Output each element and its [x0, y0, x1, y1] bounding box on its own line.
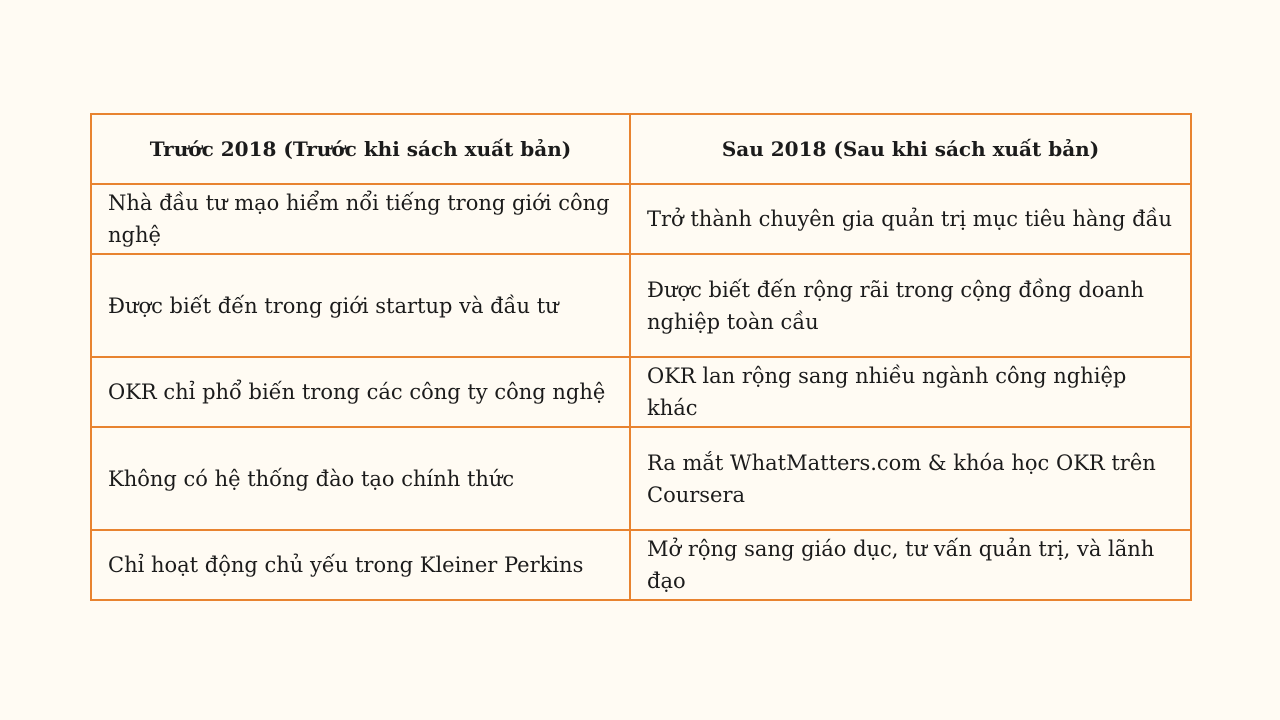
- column-header-after-2018: Sau 2018 (Sau khi sách xuất bản): [630, 114, 1191, 184]
- table-row: [91, 254, 1191, 357]
- cell-after: Mở rộng sang giáo dục, tư vấn quản trị, và lãnh đạo: [630, 530, 1191, 600]
- column-header-before-2018: Trước 2018 (Trước khi sách xuất bản): [91, 114, 630, 184]
- cell-before: Chỉ hoạt động chủ yếu trong Kleiner Perkins: [91, 530, 630, 600]
- table-row: [91, 184, 1191, 254]
- comparison-table: [90, 113, 1192, 601]
- cell-after: Trở thành chuyên gia quản trị mục tiêu hàng đầu: [630, 184, 1191, 254]
- cell-before: Không có hệ thống đào tạo chính thức: [91, 427, 630, 530]
- table-header-row: [91, 114, 1191, 184]
- cell-after: Được biết đến rộng rãi trong cộng đồng doanh nghiệp toàn cầu: [630, 254, 1191, 357]
- cell-after: OKR lan rộng sang nhiều ngành công nghiệp khác: [630, 357, 1191, 427]
- table-row: [91, 530, 1191, 600]
- cell-before: Nhà đầu tư mạo hiểm nổi tiếng trong giới công nghệ: [91, 184, 630, 254]
- cell-after: Ra mắt WhatMatters.com & khóa học OKR trên Coursera: [630, 427, 1191, 530]
- table-row: [91, 357, 1191, 427]
- cell-before: Được biết đến trong giới startup và đầu tư: [91, 254, 630, 357]
- cell-before: OKR chỉ phổ biến trong các công ty công nghệ: [91, 357, 630, 427]
- table-row: [91, 427, 1191, 530]
- comparison-table-container: [90, 113, 1190, 601]
